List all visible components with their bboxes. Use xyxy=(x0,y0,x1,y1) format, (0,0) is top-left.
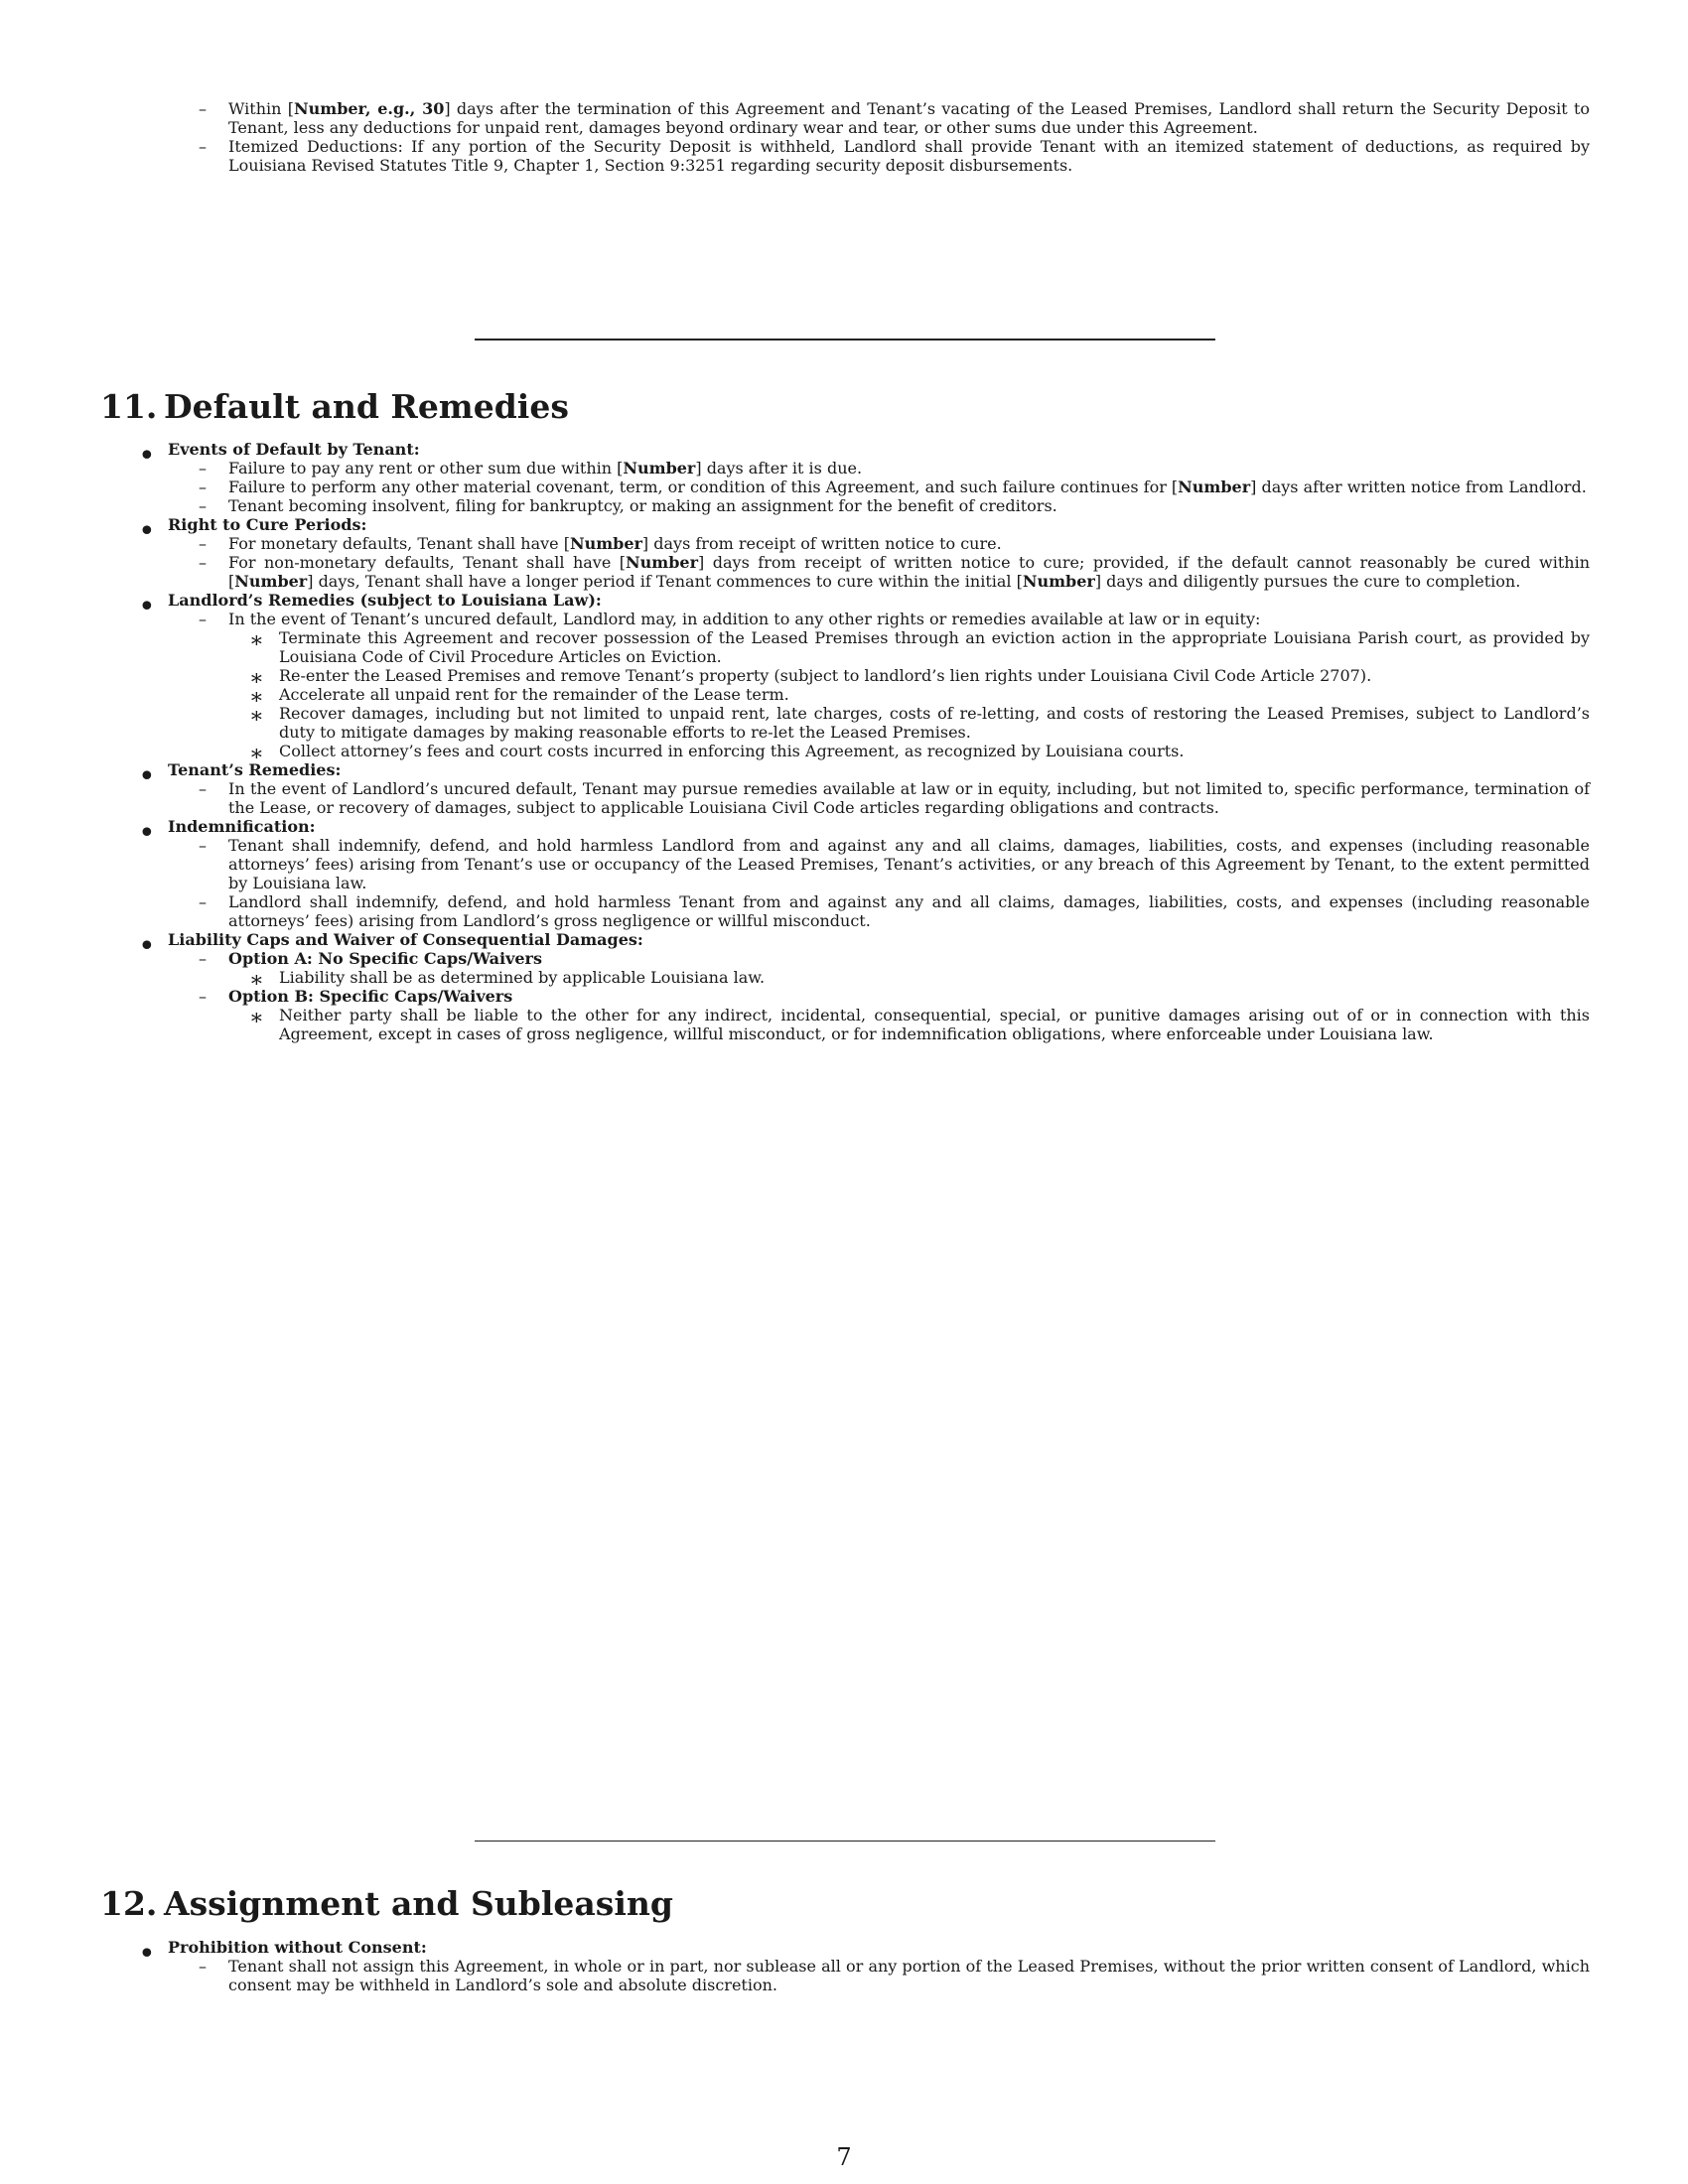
section-11-body xyxy=(0,440,1688,1043)
dash-marker: – xyxy=(199,534,207,553)
list-item: – Tenant shall not assign this Agreement, in whole or in part, nor sublease all or any portion of the Leased Premises, without the prior written consent of Landlord, which consent may be withheld in Landlord’s sole and absolute discretion. xyxy=(199,1957,1590,1994)
dash-marker: – xyxy=(199,137,207,156)
security-deposit-list xyxy=(0,99,1688,175)
star-marker: ∗ xyxy=(249,704,264,729)
dash-marker: – xyxy=(199,459,207,478)
list-item: – Landlord shall indemnify, defend, and hold harmless Tenant from and against any and all claims, damages, liabilities, costs, and expenses (including reasonable attorneys’ fees) arising from Landlord’s gross negligence or willful misconduct. xyxy=(199,892,1590,930)
sub-list-item: ∗ Re-enter the Leased Premises and remove Tenant’s property (subject to landlord’s lien rights under Louisiana Civil Code Article 2707). xyxy=(249,666,1372,691)
dash-marker: – xyxy=(199,987,207,1006)
list-item: – Tenant becoming insolvent, filing for bankruptcy, or making an assignment for the benefit of creditors. xyxy=(199,496,1057,515)
list-item-prohibition: • Prohibition without Consent: xyxy=(138,1937,427,1972)
sub-list-item: ∗ Recover damages, including but not limited to unpaid rent, late charges, costs of re-letting, and costs of restoring the Leased Premises, subject to Landlord’s duty to mitigate damages by making reasonable efforts to re-let the Leased Premises. xyxy=(249,704,1590,742)
list-item-right-to-cure: • Right to Cure Periods: xyxy=(138,514,367,549)
star-marker: ∗ xyxy=(249,666,264,691)
star-marker: ∗ xyxy=(249,968,264,993)
dash-marker: – xyxy=(199,610,207,628)
list-item-indemnification: • Indemnification: xyxy=(138,816,316,851)
list-item-option-a: – Option A: No Specific Caps/Waivers xyxy=(199,949,542,968)
list-item-tenant-remedies: • Tenant’s Remedies: xyxy=(138,759,342,794)
star-marker: ∗ xyxy=(249,685,264,710)
list-item: – For non-monetary defaults, Tenant shall have [Number] days from receipt of written notice to cure; provided, if the default cannot reasonably be cured within [Number] days, Tenant shall have a longer period if Tenant commences to cure within the initial [Number] days and diligently pursues the cure to completion. xyxy=(199,553,1591,591)
page-number: 7 xyxy=(836,2143,852,2171)
dash-marker: – xyxy=(199,99,207,118)
dash-marker: – xyxy=(199,892,207,911)
list-item: – For monetary defaults, Tenant shall have [Number] days from receipt of written notice to cure. xyxy=(199,534,1002,553)
dash-marker: – xyxy=(199,779,207,798)
star-marker: ∗ xyxy=(249,742,264,766)
sub-list-item: ∗ Terminate this Agreement and recover possession of the Leased Premises through an eviction action in the appropriate Louisiana Parish court, as provided by Louisiana Code of Civil Procedure Articles on Eviction. xyxy=(249,628,1590,666)
bullet-marker: • xyxy=(138,590,156,624)
dash-marker: – xyxy=(199,496,207,515)
dash-marker: – xyxy=(199,553,207,572)
section-12-body xyxy=(0,1938,1688,1994)
list-item: – In the event of Landlord’s uncured default, Tenant may pursue remedies available at law or in equity, including, but not limited to, specific performance, termination of the Lease, or recovery of damages, subject to applicable Louisiana Civil Code articles regarding obligations and contracts. xyxy=(199,779,1590,817)
list-item: – In the event of Tenant’s uncured default, Landlord may, in addition to any other rights or remedies available at law or in equity: xyxy=(199,610,1261,628)
star-marker: ∗ xyxy=(249,1006,264,1030)
section-11-title: 11. Default and Remedies xyxy=(100,387,569,426)
bullet-marker: • xyxy=(138,816,156,851)
bullet-marker: • xyxy=(138,759,156,794)
list-item: – Itemized Deductions: If any portion of the Security Deposit is withheld, Landlord shall provide Tenant with an itemized statement of deductions, as required by Louisiana Revised Statutes Title 9, Chapter 1, Section 9:3251 regarding security deposit disbursements. xyxy=(199,137,1590,175)
list-item: – Failure to pay any rent or other sum due within [Number] days after it is due. xyxy=(199,459,863,478)
bullet-marker: • xyxy=(138,439,156,474)
section-divider xyxy=(475,1841,1215,1842)
sub-list-item: ∗ Collect attorney’s fees and court costs incurred in enforcing this Agreement, as recognized by Louisiana courts. xyxy=(249,742,1185,766)
list-item-events-of-default: • Events of Default by Tenant: xyxy=(138,439,420,474)
list-item-landlord-remedies: • Landlord’s Remedies (subject to Louisiana Law): xyxy=(138,590,602,624)
sub-list-item: ∗ Liability shall be as determined by applicable Louisiana law. xyxy=(249,968,766,993)
list-item: – Tenant shall indemnify, defend, and hold harmless Landlord from and against any and all claims, damages, liabilities, costs, and expenses (including reasonable attorneys’ fees) arising from Tenant’s use or occupancy of the Leased Premises, Tenant’s activities, or any breach of this Agreement by Tenant, to the extent permitted by Louisiana law. xyxy=(199,836,1590,892)
list-item-liability-caps: • Liability Caps and Waiver of Consequential Damages: xyxy=(138,929,643,964)
list-item-option-b: – Option B: Specific Caps/Waivers xyxy=(199,987,513,1006)
dash-marker: – xyxy=(199,949,207,968)
list-item: – Within [Number, e.g., 30] days after the termination of this Agreement and Tenant’s vacating of the Leased Premises, Landlord shall return the Security Deposit to Tenant, less any deductions for unpaid rent, damages beyond ordinary wear and tear, or other sums due under this Agreement. xyxy=(199,99,1591,137)
star-marker: ∗ xyxy=(249,628,264,653)
bullet-marker: • xyxy=(138,514,156,549)
bullet-marker: • xyxy=(138,929,156,964)
bullet-marker: • xyxy=(138,1937,156,1972)
dash-marker: – xyxy=(199,1957,207,1976)
section-divider xyxy=(475,339,1215,341)
sub-list-item: ∗ Accelerate all unpaid rent for the remainder of the Lease term. xyxy=(249,685,789,710)
dash-marker: – xyxy=(199,478,207,496)
section-12-title: 12. Assignment and Subleasing xyxy=(100,1884,673,1923)
sub-list-item: ∗ Neither party shall be liable to the other for any indirect, incidental, consequential, special, or punitive damages arising out of or in connection with this Agreement, except in cases of gross negligence, willful misconduct, or for indemnification obligations, where enforceable under Louisiana law. xyxy=(249,1006,1590,1043)
list-item: – Failure to perform any other material covenant, term, or condition of this Agreement, and such failure continues for [Number] days after written notice from Landlord. xyxy=(199,478,1587,496)
dash-marker: – xyxy=(199,836,207,855)
